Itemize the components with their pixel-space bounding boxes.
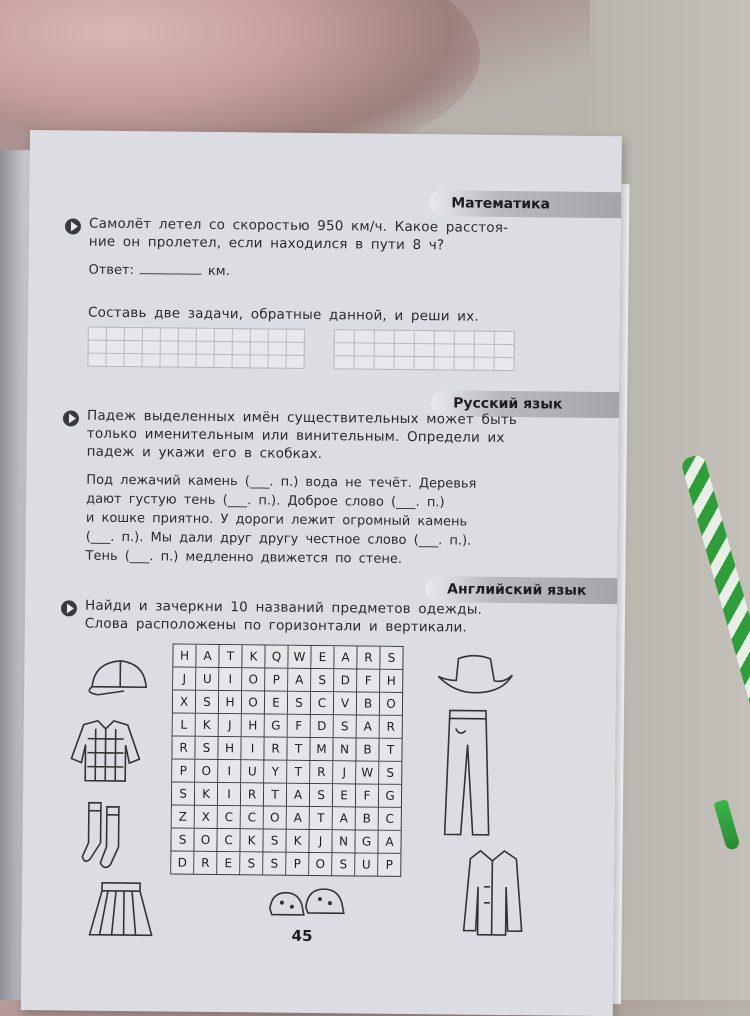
grid-cell[interactable]: T bbox=[379, 739, 402, 762]
task-arrow-icon bbox=[65, 218, 81, 234]
grid-cell[interactable]: S bbox=[171, 829, 194, 852]
grid-cell[interactable]: E bbox=[217, 852, 240, 875]
grid-cell[interactable]: C bbox=[379, 808, 402, 831]
grid-cell[interactable]: X bbox=[173, 691, 196, 714]
grid-cell[interactable]: J bbox=[333, 761, 356, 784]
grid-cell[interactable]: U bbox=[196, 668, 219, 691]
grid-cell[interactable]: D bbox=[334, 669, 357, 692]
grid-cell[interactable]: P bbox=[265, 668, 288, 691]
grid-cell[interactable]: W bbox=[356, 761, 379, 784]
grid-cell[interactable]: G bbox=[265, 714, 288, 737]
grid-cell[interactable]: T bbox=[287, 761, 310, 784]
grid-cell[interactable]: R bbox=[357, 646, 380, 669]
grid-cell[interactable]: Y bbox=[264, 760, 287, 783]
answer-blank[interactable] bbox=[140, 261, 202, 275]
grid-cell[interactable]: E bbox=[333, 784, 356, 807]
grid-cell[interactable]: R bbox=[264, 737, 287, 760]
grid-cell[interactable]: F bbox=[356, 784, 379, 807]
grid-cell[interactable]: D bbox=[311, 715, 334, 738]
grid-cell[interactable]: A bbox=[287, 807, 310, 830]
answer-label: Ответ: bbox=[88, 262, 135, 279]
grid-cell[interactable]: T bbox=[264, 783, 287, 806]
math-work-grid-right[interactable] bbox=[334, 329, 515, 371]
task-arrow-icon bbox=[61, 600, 77, 616]
grid-cell[interactable]: A bbox=[288, 669, 311, 692]
grid-cell[interactable]: B bbox=[356, 807, 379, 830]
grid-cell[interactable]: S bbox=[311, 669, 334, 692]
grid-cell[interactable]: S bbox=[332, 853, 355, 876]
grid-cell[interactable]: H bbox=[173, 645, 196, 668]
shoes-icon bbox=[266, 881, 346, 922]
grid-cell[interactable]: E bbox=[311, 646, 334, 669]
russian-task-line2: только именительным или винительным. Определи их bbox=[86, 425, 505, 446]
grid-cell[interactable]: A bbox=[333, 807, 356, 830]
hat-icon bbox=[434, 652, 514, 699]
grid-cell[interactable]: S bbox=[310, 784, 333, 807]
grid-cell[interactable]: D bbox=[171, 852, 194, 875]
grid-cell[interactable]: V bbox=[334, 692, 357, 715]
grid-cell[interactable]: S bbox=[263, 852, 286, 875]
grid-cell[interactable]: J bbox=[219, 714, 242, 737]
grid-cell[interactable]: O bbox=[195, 760, 218, 783]
coat-icon bbox=[462, 847, 525, 938]
grid-cell[interactable]: N bbox=[333, 738, 356, 761]
grid-cell[interactable]: S bbox=[263, 829, 286, 852]
grid-cell[interactable]: N bbox=[332, 830, 355, 853]
grid-cell[interactable]: S bbox=[380, 647, 403, 670]
math-task-line2: ние он пролетел, если находился в пути 8 ч? bbox=[88, 233, 445, 254]
grid-cell[interactable]: S bbox=[288, 692, 311, 715]
russian-ex-line4: (___. п.). Мы дали друг другу честное слово (___. п.). bbox=[85, 529, 472, 549]
math-answer bbox=[88, 261, 229, 281]
workbook-page bbox=[21, 130, 622, 1016]
russian-ex-line2: дают густую тень (___. п.). Доброе слово (___. п.) bbox=[86, 491, 445, 511]
shirt-icon bbox=[69, 718, 144, 783]
grid-cell[interactable]: H bbox=[219, 691, 242, 714]
answer-unit: км. bbox=[207, 263, 230, 280]
grid-cell[interactable]: O bbox=[380, 693, 403, 716]
grid-cell[interactable]: M bbox=[310, 738, 333, 761]
grid-cell[interactable]: S bbox=[379, 762, 402, 785]
grid-cell[interactable]: O bbox=[194, 829, 217, 852]
grid-cell[interactable]: K bbox=[242, 645, 265, 668]
math-task-line1: Самолёт летел со скоростью 950 км/ч. Какое расстоя- bbox=[88, 215, 509, 237]
russian-ex-line3: и кошке приятно. У дороги лежит огромный камень bbox=[85, 510, 468, 530]
grid-cell[interactable]: S bbox=[240, 852, 263, 875]
math-subtask: Составь две задачи, обратные данной, и реши их. bbox=[88, 304, 479, 325]
grid-cell[interactable]: C bbox=[241, 806, 264, 829]
english-task-line2: Слова расположены по горизонтали и вертикали. bbox=[84, 615, 468, 636]
grid-cell[interactable]: S bbox=[196, 691, 219, 714]
grid-cell[interactable]: F bbox=[288, 715, 311, 738]
russian-ex-line5: Тень (___. п.) медленно движется по стене. bbox=[85, 548, 403, 567]
grid-cell[interactable]: I bbox=[218, 760, 241, 783]
grid-cell[interactable]: I bbox=[219, 668, 242, 691]
tab-math: Математика bbox=[429, 190, 621, 218]
grid-cell[interactable]: O bbox=[242, 691, 265, 714]
russian-exercise bbox=[85, 471, 556, 571]
grid-cell[interactable]: E bbox=[265, 691, 288, 714]
grid-cell[interactable]: S bbox=[195, 737, 218, 760]
grid-cell[interactable]: K bbox=[196, 714, 219, 737]
grid-cell[interactable]: L bbox=[173, 714, 196, 737]
grid-cell[interactable]: T bbox=[219, 645, 242, 668]
russian-task-line1: Падеж выделенных имён существительных может быть bbox=[86, 407, 518, 429]
grid-cell[interactable]: A bbox=[334, 646, 357, 669]
tab-russian: Русский язык bbox=[431, 390, 619, 418]
tab-english: Английский язык bbox=[425, 576, 617, 604]
grid-cell[interactable]: C bbox=[311, 692, 334, 715]
grid-cell[interactable]: O bbox=[309, 853, 332, 876]
grid-cell[interactable]: U bbox=[355, 853, 378, 876]
grid-cell[interactable]: F bbox=[357, 669, 380, 692]
grid-cell[interactable]: I bbox=[241, 737, 264, 760]
grid-cell[interactable]: A bbox=[287, 784, 310, 807]
grid-cell[interactable]: U bbox=[241, 760, 264, 783]
math-work-grid-left[interactable] bbox=[88, 327, 305, 369]
grid-cell[interactable]: X bbox=[195, 806, 218, 829]
grid-cell[interactable]: J bbox=[309, 830, 332, 853]
grid-cell[interactable]: R bbox=[241, 783, 264, 806]
skirt-icon bbox=[88, 881, 155, 940]
grid-cell[interactable]: R bbox=[310, 761, 333, 784]
cap-icon bbox=[84, 653, 155, 704]
grid-cell[interactable]: Q bbox=[265, 645, 288, 668]
grid-cell[interactable]: R bbox=[172, 737, 195, 760]
grid-cell[interactable]: Z bbox=[172, 806, 195, 829]
grid-cell[interactable]: P bbox=[286, 853, 309, 876]
russian-ex-line1: Под лежачий камень (___. п.) вода не течёт. Деревья bbox=[86, 472, 477, 492]
grid-cell[interactable]: H bbox=[380, 670, 403, 693]
english-task-line1: Найди и зачеркни 10 названий предметов одежды. bbox=[84, 597, 483, 618]
grid-cell[interactable]: G bbox=[355, 830, 378, 853]
english-task bbox=[85, 597, 555, 638]
grid-cell[interactable]: H bbox=[218, 737, 241, 760]
grid-cell[interactable]: R bbox=[194, 852, 217, 875]
page-number: 45 bbox=[291, 926, 313, 946]
grid-cell[interactable]: A bbox=[378, 831, 401, 854]
grid-cell[interactable]: P bbox=[378, 854, 401, 877]
grid-cell[interactable]: J bbox=[173, 668, 196, 691]
grid-cell[interactable]: R bbox=[380, 716, 403, 739]
trousers-icon bbox=[443, 708, 492, 838]
grid-cell[interactable]: K bbox=[195, 783, 218, 806]
grid-cell[interactable]: T bbox=[287, 738, 310, 761]
grid-cell[interactable]: K bbox=[286, 830, 309, 853]
grid-cell[interactable]: B bbox=[356, 738, 379, 761]
grid-cell[interactable]: T bbox=[310, 807, 333, 830]
russian-task bbox=[87, 407, 558, 466]
word-search-grid[interactable] bbox=[170, 644, 403, 877]
grid-cell[interactable]: W bbox=[288, 646, 311, 669]
math-task bbox=[89, 215, 559, 256]
grid-cell[interactable]: P bbox=[172, 760, 195, 783]
grid-cell[interactable]: C bbox=[218, 806, 241, 829]
grid-cell[interactable]: A bbox=[196, 645, 219, 668]
grid-cell[interactable]: G bbox=[379, 785, 402, 808]
grid-cell[interactable]: S bbox=[172, 783, 195, 806]
grid-cell[interactable]: H bbox=[242, 714, 265, 737]
grid-cell[interactable]: K bbox=[240, 829, 263, 852]
grid-cell[interactable]: B bbox=[357, 692, 380, 715]
russian-task-line3: падеж и укажи его в скобках. bbox=[86, 443, 323, 463]
grid-cell[interactable]: C bbox=[217, 829, 240, 852]
grid-cell[interactable]: I bbox=[218, 783, 241, 806]
grid-cell[interactable]: A bbox=[357, 715, 380, 738]
socks-icon bbox=[80, 799, 131, 872]
task-arrow-icon bbox=[63, 410, 79, 426]
grid-cell[interactable]: O bbox=[264, 806, 287, 829]
grid-cell[interactable]: S bbox=[334, 715, 357, 738]
grid-cell[interactable]: O bbox=[242, 668, 265, 691]
